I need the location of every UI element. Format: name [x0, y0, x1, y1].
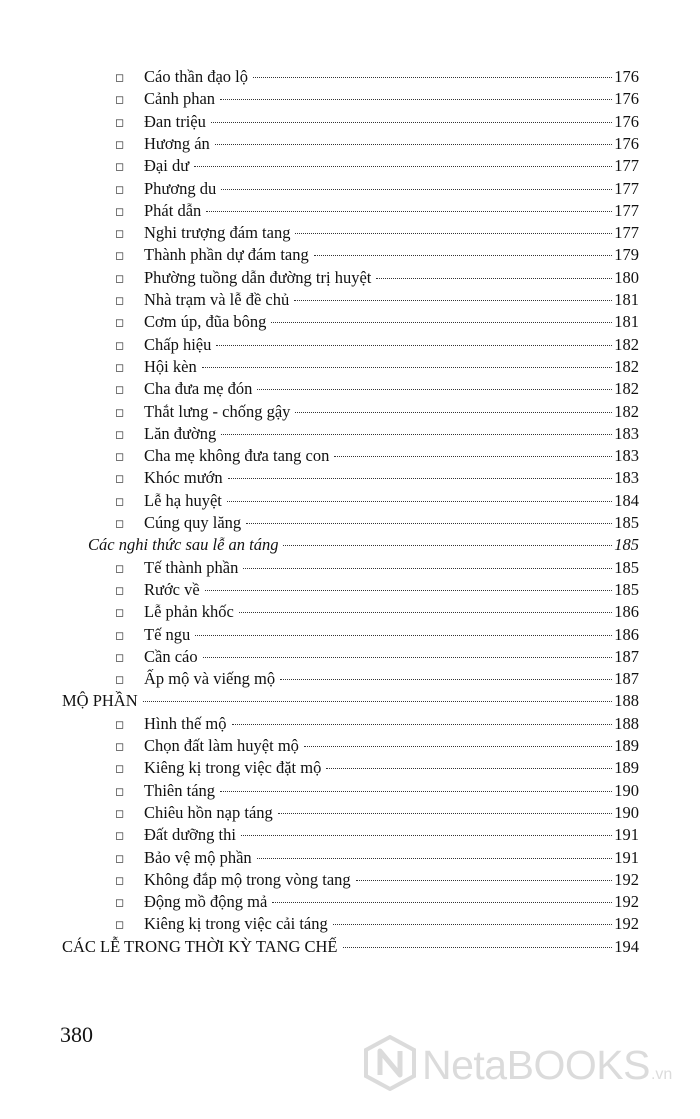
toc-entry — [115, 891, 639, 913]
square-bullet-icon: ◻ — [115, 785, 125, 798]
dot-leader — [246, 523, 612, 524]
toc-entry — [115, 467, 639, 489]
dot-leader — [314, 255, 613, 256]
square-bullet-icon: ◻ — [115, 250, 125, 263]
toc-entry-page: 185 — [614, 557, 639, 577]
toc-entry — [115, 847, 639, 869]
watermark-tld: .vn — [650, 1066, 673, 1083]
watermark — [362, 1035, 672, 1096]
toc-entry — [115, 490, 639, 512]
toc-entry — [115, 222, 639, 244]
watermark-brand: NetaBOOKS — [422, 1042, 650, 1088]
square-bullet-icon: ◻ — [115, 629, 125, 642]
square-bullet-icon: ◻ — [115, 116, 125, 129]
toc-chapter-entry — [62, 690, 639, 712]
dot-leader — [243, 568, 612, 569]
dot-leader — [205, 590, 613, 591]
toc-entry-page: 185 — [614, 535, 639, 555]
toc-chapter-entry — [62, 936, 639, 958]
toc-entry-page: 177 — [614, 178, 639, 198]
toc-entry-title: Phát dẫn — [144, 200, 202, 220]
toc-entry-title: Ấp mộ và viếng mộ — [144, 669, 276, 689]
dot-leader — [333, 924, 613, 925]
square-bullet-icon: ◻ — [115, 763, 125, 776]
dot-leader — [239, 612, 612, 613]
dot-leader — [295, 233, 612, 234]
toc-entry — [115, 869, 639, 891]
toc-entry-page: 176 — [614, 89, 639, 109]
toc-entry-page: 191 — [614, 825, 639, 845]
square-bullet-icon: ◻ — [115, 651, 125, 664]
toc-entry-title: Tế ngu — [144, 624, 191, 644]
dot-leader — [220, 99, 612, 100]
dot-leader — [283, 545, 612, 546]
dot-leader — [253, 77, 612, 78]
toc-entry-page: 189 — [614, 736, 639, 755]
toc-entry-title: Hội kèn — [144, 356, 197, 376]
dot-leader — [195, 635, 612, 636]
dot-leader — [143, 701, 613, 702]
square-bullet-icon: ◻ — [115, 607, 125, 620]
toc-entry — [115, 668, 639, 690]
toc-entry-page: 188 — [614, 713, 639, 733]
toc-entry-title: Bảo vệ mộ phần — [144, 847, 252, 867]
square-bullet-icon: ◻ — [115, 807, 125, 820]
square-bullet-icon: ◻ — [115, 897, 125, 910]
dot-leader — [304, 746, 612, 747]
toc-entry-page: 176 — [614, 111, 639, 131]
square-bullet-icon: ◻ — [115, 473, 125, 486]
toc-entry-title: Cần cáo — [144, 646, 198, 666]
dot-leader — [334, 456, 612, 457]
dot-leader — [220, 791, 612, 792]
toc-entry-title: Thắt lưng - chống gậy — [144, 401, 291, 421]
toc-entry-page: 190 — [614, 802, 639, 822]
toc-entry — [115, 579, 639, 601]
square-bullet-icon: ◻ — [115, 741, 125, 753]
toc-entry-page: 194 — [614, 936, 639, 956]
square-bullet-icon: ◻ — [115, 205, 125, 218]
toc-entry — [115, 624, 639, 646]
dot-leader — [272, 902, 612, 903]
dot-leader — [356, 880, 613, 881]
toc-entry — [115, 289, 639, 311]
toc-entry-page: 182 — [614, 356, 639, 376]
toc-entry-title: CÁC LỄ TRONG THỜI KỲ TANG CHẾ — [62, 936, 338, 956]
dot-leader — [216, 345, 612, 346]
dot-leader — [257, 389, 612, 390]
dot-leader — [202, 367, 613, 368]
dot-leader — [228, 478, 613, 479]
toc-entry-title: Cha mẹ không đưa tang con — [144, 446, 330, 466]
dot-leader — [221, 434, 612, 435]
dot-leader — [232, 724, 613, 725]
square-bullet-icon: ◻ — [115, 874, 125, 887]
toc-entry-title: Kiêng kị trong việc cải táng — [144, 914, 328, 934]
dot-leader — [257, 858, 613, 859]
netabooks-n-logo-icon — [362, 1035, 418, 1096]
toc-entry-title: Cáo thần đạo lộ — [144, 67, 249, 86]
toc-entry — [115, 780, 639, 802]
toc-entry — [115, 713, 639, 735]
toc-entry — [115, 267, 639, 289]
toc-entry-title: Thiên táng — [144, 780, 216, 800]
square-bullet-icon: ◻ — [115, 161, 125, 174]
dot-leader — [206, 211, 612, 212]
toc-entry — [115, 445, 639, 467]
toc-entry-page: 187 — [614, 646, 639, 666]
dot-leader — [211, 122, 612, 123]
square-bullet-icon: ◻ — [115, 72, 125, 84]
dot-leader — [215, 144, 612, 145]
dot-leader — [278, 813, 612, 814]
square-bullet-icon: ◻ — [115, 228, 125, 241]
toc-entry-title: Cơm úp, đũa bông — [144, 312, 267, 332]
toc-entry-page: 177 — [614, 200, 639, 220]
toc-entry-title: Chọn đất làm huyệt mộ — [144, 736, 299, 755]
square-bullet-icon: ◻ — [115, 361, 125, 374]
toc-entry-page: 183 — [614, 446, 639, 466]
toc-entry-title: Chiêu hồn nạp táng — [144, 802, 273, 822]
toc-entry-page: 192 — [614, 914, 639, 934]
toc-entry-page: 179 — [614, 245, 639, 265]
toc-entry-page: 186 — [614, 624, 639, 644]
toc-entry — [115, 334, 639, 356]
toc-entry-title: Cúng quy lăng — [144, 513, 242, 532]
square-bullet-icon: ◻ — [115, 317, 125, 330]
dot-leader — [241, 835, 612, 836]
toc-entry-title: Kiêng kị trong việc đặt mộ — [144, 758, 322, 778]
toc-entry-title: Đan triệu — [144, 111, 206, 131]
square-bullet-icon: ◻ — [115, 272, 125, 285]
toc-entry — [115, 824, 639, 846]
toc-entry-page: 177 — [614, 156, 639, 176]
square-bullet-icon: ◻ — [115, 295, 125, 307]
toc-entry-page: 187 — [614, 669, 639, 689]
square-bullet-icon: ◻ — [115, 451, 125, 464]
toc-entry-title: Cha đưa mẹ đón — [144, 379, 253, 399]
toc-entry-page: 181 — [614, 290, 639, 309]
square-bullet-icon: ◻ — [115, 562, 125, 575]
dot-leader — [280, 679, 612, 680]
toc-entry — [115, 111, 639, 133]
toc-entry — [115, 401, 639, 423]
toc-entry-page: 189 — [614, 758, 639, 778]
dot-leader — [221, 189, 612, 190]
toc-entry-title: Cảnh phan — [144, 89, 216, 109]
toc-entry — [115, 512, 639, 534]
toc-entry — [115, 88, 639, 110]
toc-entry-title: Thành phần dự đám tang — [144, 245, 309, 265]
toc-entry-title: Không đắp mộ trong vòng tang — [144, 869, 351, 889]
toc-entry — [115, 601, 639, 623]
toc-entry — [115, 735, 639, 757]
toc-entry — [115, 757, 639, 779]
toc-entry-page: 185 — [614, 579, 639, 599]
toc-entry-page: 176 — [614, 133, 639, 153]
toc-entry-title: Hương án — [144, 133, 210, 153]
toc-entry-page: 177 — [614, 223, 639, 243]
toc-entry-title: Khóc mướn — [144, 468, 223, 488]
toc-entry-page: 183 — [614, 423, 639, 443]
toc-entry-page: 188 — [614, 691, 639, 711]
toc-entry-page: 182 — [614, 401, 639, 421]
square-bullet-icon: ◻ — [115, 406, 125, 419]
toc-entry — [115, 133, 639, 155]
square-bullet-icon: ◻ — [115, 138, 125, 151]
toc-entry-title: Phương du — [144, 178, 217, 198]
toc-entry-title: Đại dư — [144, 156, 190, 176]
dot-leader — [203, 657, 613, 658]
toc-entry — [115, 311, 639, 333]
square-bullet-icon: ◻ — [115, 94, 125, 107]
toc-entry-page: 183 — [614, 468, 639, 488]
toc-entry-page: 192 — [614, 869, 639, 889]
square-bullet-icon: ◻ — [115, 339, 125, 352]
toc-entry — [115, 155, 639, 177]
toc-entry-title: Nhà trạm và lễ đề chủ — [144, 290, 290, 309]
square-bullet-icon: ◻ — [115, 830, 125, 843]
toc-entry-title: Phường tuồng dẫn đường trị huyệt — [144, 267, 372, 287]
dot-leader — [376, 278, 612, 279]
toc-entry-title: Hình thế mộ — [144, 713, 227, 733]
toc-entry-title: Tế thành phần — [144, 557, 239, 577]
toc-entry-page: 181 — [614, 312, 639, 332]
toc-entry-page: 182 — [614, 379, 639, 399]
toc-entry — [115, 646, 639, 668]
square-bullet-icon: ◻ — [115, 428, 125, 441]
square-bullet-icon: ◻ — [115, 495, 125, 508]
square-bullet-icon: ◻ — [115, 852, 125, 865]
square-bullet-icon: ◻ — [115, 718, 125, 731]
square-bullet-icon: ◻ — [115, 919, 125, 932]
toc-entry-title: Rước về — [144, 579, 200, 599]
toc-entry-page: 191 — [614, 847, 639, 867]
dot-leader — [294, 300, 612, 301]
toc-entry — [115, 802, 639, 824]
page-number: 380 — [60, 1022, 93, 1047]
dot-leader — [295, 412, 612, 413]
toc-entry-title: Đất dưỡng thi — [144, 825, 236, 845]
square-bullet-icon: ◻ — [115, 584, 125, 597]
toc-entry-page: 176 — [614, 67, 639, 86]
toc-entry-page: 192 — [614, 892, 639, 912]
dot-leader — [194, 166, 612, 167]
dot-leader — [227, 501, 612, 502]
toc-entry-title: Chấp hiệu — [144, 334, 212, 354]
toc-entry — [115, 66, 639, 88]
toc-entry-page: 185 — [614, 513, 639, 532]
square-bullet-icon: ◻ — [115, 384, 125, 397]
toc-entry-title: Lễ hạ huyệt — [144, 490, 222, 510]
dot-leader — [343, 947, 613, 948]
toc-entry-title: Lễ phản khốc — [144, 602, 234, 622]
toc-entry-page: 190 — [614, 780, 639, 800]
toc-entry — [115, 423, 639, 445]
toc-entry — [115, 356, 639, 378]
toc-entry — [115, 557, 639, 579]
toc-entry-page: 180 — [614, 267, 639, 287]
dot-leader — [271, 322, 612, 323]
toc-entry — [115, 200, 639, 222]
square-bullet-icon: ◻ — [115, 183, 125, 196]
toc-entry-title: Lăn đường — [144, 423, 217, 443]
toc-entry-page: 184 — [614, 490, 639, 510]
dot-leader — [326, 768, 612, 769]
square-bullet-icon: ◻ — [115, 674, 125, 687]
toc-entry-page: 182 — [614, 334, 639, 354]
toc-entry-title: Động mồ động mả — [144, 892, 268, 912]
toc-entry-title: Các nghi thức sau lễ an táng — [88, 535, 279, 555]
toc-entry-title: MỘ PHẦN — [62, 691, 138, 711]
toc-entry — [115, 244, 639, 266]
toc-section-entry — [88, 534, 639, 556]
toc-entry-page: 186 — [614, 602, 639, 622]
square-bullet-icon: ◻ — [115, 518, 125, 530]
toc-entry — [115, 178, 639, 200]
toc-entry — [115, 378, 639, 400]
toc-entry-title: Nghi trượng đám tang — [144, 223, 291, 243]
toc-entry — [115, 913, 639, 935]
